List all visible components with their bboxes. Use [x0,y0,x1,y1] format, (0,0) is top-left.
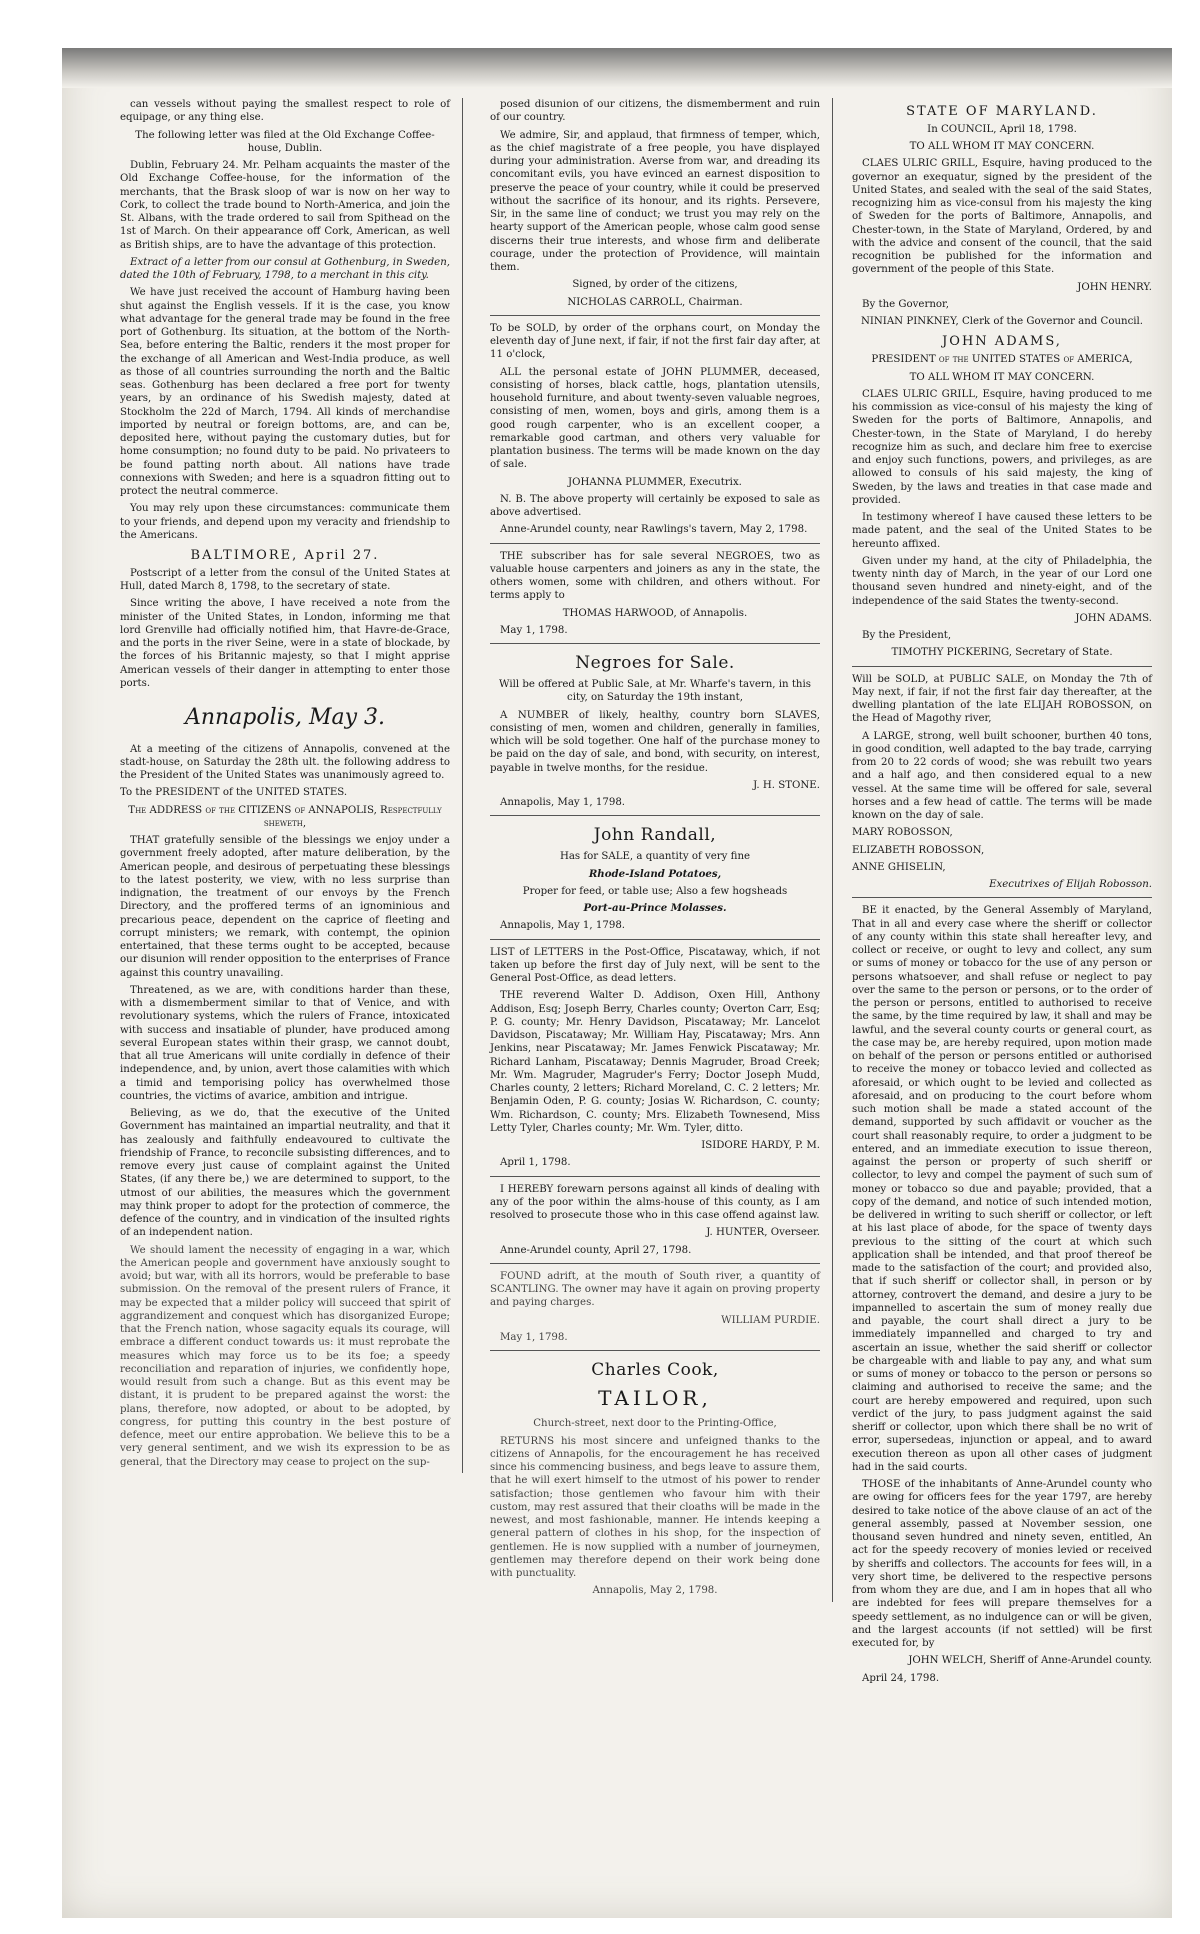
ad-text: N. B. The above property will certainly be exposed to sale as above advertised. [490,493,820,518]
ad-date: Annapolis, May 2, 1798. [592,1585,718,1597]
signature-line: Signed, by order of the citizens, [572,279,738,291]
law-text: BE it enacted, by the General Assembly of Maryland, That in all and every case where the sheriff or collector of any county within this state shall hereafter levy, and collect or receive, or ought to levy and collect, any sum or sums of money or tobacco for the use of any person or persons whatsoever, and shall refuse or neglect to pay over the same to the person or persons, or to the order of the person or persons, entitled to authorised to receive the same, by the time required by law, it shall and may be lawful, and the several county courts or general court, as the case may be, are hereby required, upon motion made on behalf of the person or persons entitled or authorised to receive the money or tobacco levied and collected as aforesaid, or which ought to be levied and collected as aforesaid, and on producing to the court before whom such motion shall be made a stated account of the demand, supported by such affidavit or voucher as the court shall reasonably require, to order a judgment to be entered, and an immediate execution to issue thereon, against the person or property of such sheriff or collector, to levy and compel the payment of such sum of money or tobacco so due and payable; provided, that a copy of the demand, and notice of such intended motion, be delivered in writing to such sheriff or collector, or left at his last place of abode, for the space of twenty days previous to the sitting of the court at which such application shall be intended, and that proof thereof be made to the satisfaction of the court; and provided also, that if such sheriff or collector shall, in person or by attorney, controvert the demand, and desire a jury to be impannelled to ascertain the sum of money really due and payable, the court shall direct a jury to be immediately impannelled and charged to try and ascertain an issue, whether the said sheriff or collector be chargeable with and liable to pay any, and what sum or sums of money or tobacco to the person or persons so claiming and authorised to receive the same; and the court are hereby empowered and required, upon such verdict of the jury, to pass judgment against the said sheriff or collector, upon which there shall be no writ of error, supersedeas, injunction or appeal, and to award execution thereon as upon all other cases of judgment had in the said courts. [852,905,1152,1473]
dateline-annapolis: Annapolis, May 3. [184,705,386,731]
ad-text: FOUND adrift, at the mouth of South river, a quantity of SCANTLING. The owner may have it again on proving property and paying charges. [490,1270,820,1309]
ad-text: ALL the personal estate of JOHN PLUMMER, deceased, consisting of horses, black cattle, hogs, plantation utensils, household furniture, and about twenty-seven valuable negroes, consisting of men, women, boys and girls, among them is a good rough carpenter, who is an excellent cooper, a remarkable good cartman, and others very valuable for plantation business. The terms will be made known on the day of sale. [490,366,820,471]
article-text: THAT gratefully sensible of the blessings we enjoy under a government freely adopted, after mature deliberation, by the American people, and desirous of perpetuating these blessings to the latest posterity, we view, with no less surprise than indignation, the treatment of our envoys by the French Directory, and the proffered terms of an ignominious and precarious peace, dependent on the caprice of fleeting and corrupt ministers; we remark, with contempt, the opinion entertained, that these terms ought to be accepted, because our disunion will render opposition to the enterprises of France against this country unavailing. [120,835,450,979]
divider [490,939,820,940]
proclamation-subheading: TO ALL WHOM IT MAY CONCERN. [909,371,1095,383]
divider [490,1350,820,1351]
ad-signature: JOHANNA PLUMMER, Executrix. [568,476,742,488]
ad-subheading: TAILOR, [598,1386,712,1411]
ad-text: A NUMBER of likely, healthy, country born SLAVES, consisting of men, women and children, generally in families, which will be sold together. One half of the purchase money to be paid on the day of sale, and bond, with security, on interest, payable in twelve months, for the residue. [490,709,820,774]
ad-text: RETURNS his most sincere and unfeigned thanks to the citizens of Annapolis, for the encouragement he has received since his commencing business, and begs leave to assure them, that he will exert himself to the utmost of his power to render satisfaction; those gentlemen who favour him with their custom, may rest assured that their cloaths will be made in the newest, and most fashionable, manner. He intends keeping a general pattern of clothes in his shop, for the inspection of gentlemen. He is now supplied with a number of journeymen, gentlemen may therefore depend on their work being done with punctuality. [490,1435,820,1580]
ad-date: April 1, 1798. [500,1157,571,1169]
article-text: You may rely upon these circumstances: communicate them to your friends, and depend upon my veracity and friendship to the Americans. [120,503,450,541]
ad-heading: Negroes for Sale. [575,653,735,673]
ad-signature: ANNE GHISELIN, [852,861,946,873]
ad-signature: THOMAS HARWOOD, of Annapolis. [562,607,748,619]
article-heading: Extract of a letter from our consul at Gothenburg, in Sweden, dated the 10th of February, 1798, to a merchant in this city. [120,256,450,281]
newspaper-page [62,48,1172,1918]
article-text: We admire, Sir, and applaud, that firmness of temper, which, as the chief magistrate of a free people, you have displayed during your administration. Averse from war, and dreading its concomitant evils, you have evinced an earnest disposition to preserve the peace of your country, while it could be preserved without the sacrifice of its honour, and its rights. Persevere, Sir, in the same line of conduct; we trust you may rely on the hearty support of the American people, whose calm good sense discerns their true interests, and whose firm and deliberate courage, under the protection of Providence, will maintain them. [490,129,820,273]
ad-text: LIST of LETTERS in the Post-Office, Piscataway, which, if not taken up before the first day of July next, will be sent to the General Post-Office, as dead letters. [490,946,820,985]
ad-text: Proper for feed, or table use; Also a few hogsheads [522,885,788,897]
ad-date: May 1, 1798. [500,624,568,636]
proclamation-text: By the Governor, [862,298,950,310]
article-text: Dublin, February 24. Mr. Pelham acquaints the master of the Old Exchange Coffee-house, for the information of the merchants, that the Brask sloop of war is now on her way to Cork, to collect the trade bound to North-America, and join the St. Albans, with the trade ordered to sail from Spithead on the 1st of March. On their appearance off Cork, American, as well as British ships, are to have the advantage of this protection. [120,160,450,251]
column-1 [120,98,463,1473]
torn-top-edge [62,48,1172,88]
ad-text: Church-street, next door to the Printing-Office, [533,1418,777,1430]
ad-signature: ISIDORE HARDY, P. M. [701,1140,820,1152]
divider [490,1263,820,1264]
divider [852,666,1152,667]
proclamation-text: By the President, [862,630,952,642]
divider [490,315,820,316]
ad-text: THE reverend Walter D. Addison, Oxen Hill, Anthony Addison, Esq; Joseph Berry, Charles county; Overton Carr, Esq; P. G. county; Mr. Henry Davidson, Piscataway; Mr. Lancelot Davidson, Piscataway; Mr. William Hay, Piscataway; Mrs. Ann Jenkins, near Piscataway; Mr. James Fenwick Piscataway; Mr. Richard Lanham, Piscataway; Dennis Magruder, Broad Creek; Mr. Wm. Magruder, Magruder's Ferry; Doctor Joseph Mudd, Charles county, 2 letters; Richard Moreland, C. C. 2 letters; Mr. Benjamin Oden, P. G. county; Josias W. Richardson, C. county; Wm. Richardson, C. county; Mrs. Elizabeth Townesend, Miss Letty Tyler, Charles county; Mr. Wm. Tyler, ditto. [490,990,820,1134]
article-heading: The following letter was filed at the Old Exchange Coffee-house, Dublin. [135,129,435,154]
proclamation-text: NINIAN PINKNEY, Clerk of the Governor and Council. [860,316,1144,328]
column-3 [852,98,1152,1689]
article-text: At a meeting of the citizens of Annapolis, convened at the stadt-house, on Saturday the 28th ult. the following address to the President of the United States was unanimously agreed to. [120,743,450,782]
article-text: Postscript of a letter from the consul of the United States at Hull, dated March 8, 1798, to the secretary of state. [120,567,450,593]
proclamation-subheading: PRESIDENT of the UNITED STATES of AMERICA, [871,354,1133,366]
proclamation-signature: JOHN HENRY. [1077,281,1152,293]
law-signature: JOHN WELCH, Sheriff of Anne-Arundel county. [908,1655,1152,1667]
ad-text: I HEREBY forewarn persons against all kinds of dealing with any of the poor within the alms-house of this county, as I am resolved to prosecute those who in this case offend against law. [490,1183,820,1222]
ad-date: Anne-Arundel county, April 27, 1798. [500,1244,692,1256]
article-text: posed disunion of our citizens, the dismemberment and ruin of our country. [490,99,820,124]
proclamation-text: TIMOTHY PICKERING, Secretary of State. [891,647,1113,659]
proclamation-subheading: TO ALL WHOM IT MAY CONCERN. [909,141,1095,153]
ad-signature: MARY ROBOSSON, [852,827,953,839]
proclamation-text: CLAES ULRIC GRILL, Esquire, having produced to me his commission as vice-consul of his majesty the king of Sweden for the ports of Baltimore, Annapolis, and Chester-town, in the State of Maryland, I do hereby recognize him as such, and declare him free to exercise and enjoy such functions, powers, and privileges, as are allowed to consuls of his said majesty, the king of Sweden, by the laws and treaties in that case made and provided. [852,388,1152,506]
proclamation-heading: JOHN ADAMS, [942,334,1062,350]
divider [490,543,820,544]
ad-heading: Charles Cook, [591,1360,719,1381]
law-text: THOSE of the inhabitants of Anne-Arundel county who are owing for officers fees for the year 1797, are hereby desired to take notice of the above clause of an act of the general assembly, passed at November session, one thousand seven hundred and ninety seven, entitled, An act for the speedy recovery of monies levied or received by sheriffs and collectors. The accounts for fees will, in a very short time, be delivered to the respective persons from whom they are due, and I am in hopes that all who are indebted for fees will prepare themselves for a speedy settlement, as no indulgence can or will be given, and the largest accounts (if not settled) will be first executed for, by [852,1479,1152,1650]
article-text: We should lament the necessity of engaging in a war, which the American people and government have anxiously sought to avoid; but war, with all its horrors, would be preferable to base submission. On the removal of the present rulers of France, it may be expected that a milder policy will succeed that spirit of aggrandizement and conquest which has disorganized Europe; that the French nation, whose sagacity equals its courage, will embrace a different conduct towards us: it must reprobate the measures which may force us to be its foe; a speedy reconciliation and reparation of injuries, we confidently hope, would result from such a change. But as this event may be distant, it is prudent to be prepared against the worst: the plans, therefore, now adopted, or about to be adopted, by congress, for putting this country in the best posture of defence, meet our entire approbation. We believe this to be a very general sentiment, and we wish its expression to be as general, that the Directory may cease to project on the sup- [120,1244,450,1468]
address-heading: To the PRESIDENT of the UNITED STATES. [120,787,348,799]
ad-date: Anne-Arundel county, near Rawlings's tavern, May 2, 1798. [500,524,808,536]
ad-signature: WILLIAM PURDIE. [721,1314,820,1326]
signature-name: NICHOLAS CARROLL, Chairman. [567,296,743,308]
law-date: April 24, 1798. [862,1672,940,1684]
article-text: can vessels without paying the smallest respect to role of equipage, or any thing else. [120,99,450,124]
article-text: Since writing the above, I have received a note from the minister of the United States, in London, informing me that lord Grenville had officially notified him, that Havre-de-Grace, and the ports in the river Seine, were in a state of blockade, by the forces of his Britannic majesty, so that I might apprise American vessels of their danger in attempting to enter those ports. [120,598,450,689]
ad-text: Will be SOLD, at PUBLIC SALE, on Monday the 7th of May next, if fair, if not the first fair day thereafter, at the dwelling plantation of the late ELIJAH ROBOSSON, on the Head of Magothy river, [852,673,1152,725]
ad-text: Will be offered at Public Sale, at Mr. Wharfe's tavern, in this city, on Saturday the 19th instant, [499,679,811,704]
proclamation-text: In testimony whereof I have caused these letters to be made patent, and the seal of the United States to be hereunto affixed. [852,512,1152,550]
ad-date: May 1, 1798. [500,1331,568,1343]
proclamation-heading: STATE OF MARYLAND. [906,104,1098,119]
ad-signature: J. HUNTER, Overseer. [706,1227,820,1239]
ad-text: A LARGE, strong, well built schooner, burthen 40 tons, in good condition, well adapted to the bay trade, carrying from 20 to 22 cords of wood; she was rebuilt two years and a half ago, and then considered equal to a new vessel. At the same time will be offered for sale, several horses and a few head of cattle. The terms will be made known on the day of sale. [852,730,1152,822]
ad-heading: John Randall, [593,825,717,846]
ad-signature: ELIZABETH ROBOSSON, [852,844,985,856]
ad-text: Has for SALE, a quantity of very fine [559,851,751,863]
ad-signature: Executrixes of Elijah Robosson. [989,879,1152,891]
divider [490,1176,820,1177]
proclamation-signature: JOHN ADAMS. [1075,612,1152,624]
ad-text: To be SOLD, by order of the orphans court, on Monday the eleventh day of June next, if fair, if not the first fair day after, at 11 o'clock, [490,322,820,361]
ad-item: Port-au-Prince Molasses. [583,902,727,915]
article-text: We have just received the account of Hamburg having been shut against the English vessels. If it is the case, you know what advantage for the general trade may be found in the free port of Gothenburg. Its situation, at the bottom of the North-Sea, before entering the Baltic, renders it the most proper for the exchange of all American and West-India produce, as well as those of all countries surrounding the north and the Baltic seas. Gothenburg has been declared a free port for twenty years, by an ordinance of his Swedish majesty, dated at Stockholm the 22d of March, 1794. All kinds of merchandise imported by neutral or foreign bottoms, are, and can be, deposited here, without paying the customary duties, but for home consumption; no found duty to be paid. No privateers to be found patting north about. All nations have trade connexions with Sweden; and here is a squadron fitting out to protect the neutral commerce. [120,287,450,497]
column-2 [490,98,833,1602]
divider [490,815,820,816]
article-text: Threatened, as we are, with conditions harder than these, with a dismemberment similar to that of Venice, and with revolutionary systems, which the rulers of France, intoxicated with success and insatiable of plunder, have produced among several European states within their grasp, we cannot doubt, that all true Americans will unite cordially in defence of their independence, and, by union, avert those calamities with which a timid and temporising policy has overwhelmed those countries, the victims of avarice, ambition and intrigue. [120,984,450,1102]
ad-date: Annapolis, May 1, 1798. [500,920,626,932]
address-subheading: The ADDRESS of the CITIZENS of ANNAPOLIS, Respectfully sheweth, [128,804,442,829]
divider [852,897,1152,898]
ad-signature: J. H. STONE. [753,779,820,791]
proclamation-text: Given under my hand, at the city of Philadelphia, the twenty ninth day of March, in the year of our Lord one thousand seven hundred and ninety-eight, and of the independence of the said States the twenty-second. [852,555,1152,607]
ad-text: THE subscriber has for sale several NEGROES, two as valuable house carpenters and joiners as any in the state, the others women, some with children, and others without. For terms apply to [490,550,820,602]
proclamation-text: CLAES ULRIC GRILL, Esquire, having produced to the governor an exequatur, signed by the president of the United States, and sealed with the seal of the said States, recognizing him as vice-consul from his majesty the king of Sweden for the ports of Baltimore, Annapolis, and Chester-town, in the State of Maryland, Ordered, by and with the advice and consent of the council, that the said recognition be published for the information and government of the people of this State. [852,158,1152,276]
proclamation-subheading: In COUNCIL, April 18, 1798. [927,123,1077,135]
article-text: Believing, as we do, that the executive of the United Government has maintained an impartial neutrality, and that it has zealously and faithfully endeavoured to cultivate the friendship of France, to reconcile subsisting differences, and to remove every just cause of complaint against the United States, (if any there be,) we are determined to support, to the utmost of our abilities, the measures which the government may think proper to adopt for the protection of commerce, the defence of the country, and in vindication of the insulted rights of an independent nation. [120,1108,450,1239]
dateline-baltimore: BALTIMORE, April 27. [190,548,380,563]
ad-date: Annapolis, May 1, 1798. [500,797,626,809]
divider [490,643,820,644]
ad-item: Rhode-Island Potatoes, [588,867,722,880]
